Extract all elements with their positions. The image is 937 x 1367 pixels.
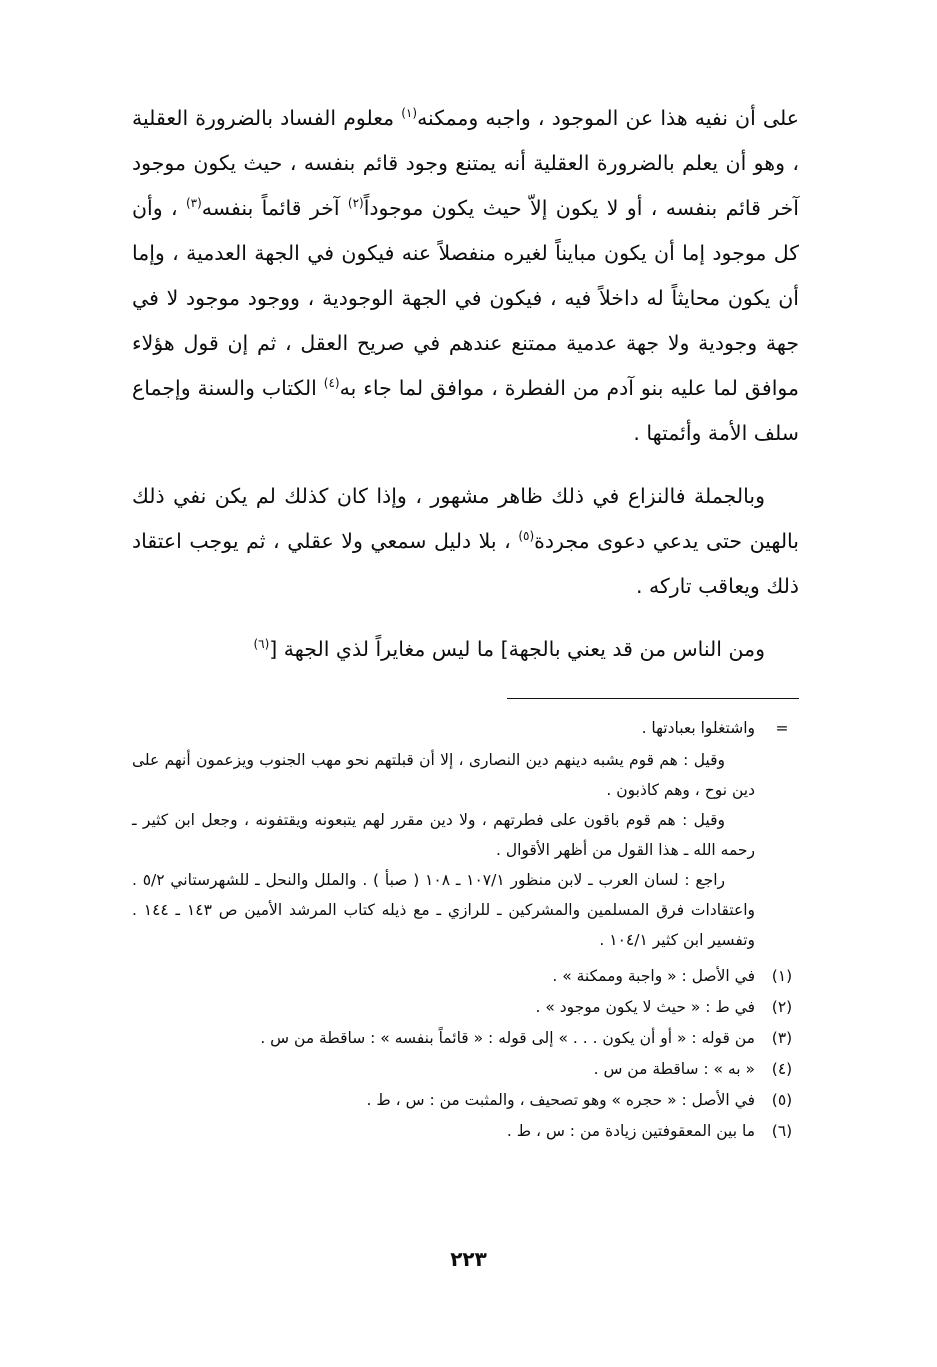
footnote-item-text: ما بين المعقوفتين زيادة من : س ، ط . [506, 1122, 755, 1140]
footnote-ref-marker: (٥) [518, 529, 535, 544]
footnote-item-text: في ط : « حيث لا يكون موجود » . [535, 998, 755, 1016]
footnote-item-marker: (٣) [771, 1029, 793, 1047]
body-text-block [132, 96, 799, 672]
footnote-item-marker: (٥) [771, 1091, 793, 1109]
footnotes-block [132, 713, 799, 1146]
footnote-item-marker: (١) [771, 967, 793, 985]
footnote-item-list [132, 961, 799, 1146]
footnote-item-text: « به » : ساقطة من س . [593, 1060, 755, 1078]
page-number: ٢٢٣ [450, 1247, 487, 1271]
footnote-paragraph-1: وقيل : هم قوم يشبه دينهم دين النصارى ، إلا أن قبلتهم نحو مهب الجنوب ويزعمون أنهم على دين نوح ، وهم كاذبون . [132, 751, 755, 799]
footnote-reference: راجع : لسان العرب ـ لابن منظور ١٠٧/١ ـ ١٠٨ ( صبأ ) . والملل والنحل ـ للشهرستاني ٥/٢ . واعتقادات فرق المسلمين والمشركين ـ للرازي ـ مع ذيله كتاب المرشد الأمين ص ١٤٣ ـ ١٤٤ . وتفسير ابن كثير ١٠٤/١ . [132, 871, 755, 949]
footnote-item [132, 1054, 799, 1084]
footnote-item-text: في الأصل : « واجبة وممكنة » . [552, 967, 755, 985]
footnote-ref-marker: (٦) [253, 637, 270, 652]
footnote-item [132, 1023, 799, 1053]
footnote-continuation-marker: = [775, 719, 789, 737]
paragraph-2: وبالجملة فالنزاع في ذلك ظاهر مشهور ، وإذا كان كذلك لم يكن نفي ذلك بالهين حتى يدعي دعوى مجردة$^{(٥)}$ ، بلا دليل سمعي ولا عقلي ، ثم يوجب اعتقاد ذلك ويعاقب تاركه . [132, 484, 800, 598]
footnote-item [132, 1085, 799, 1115]
paragraph-3: ومن الناس من قد يعني بالجهة] ما ليس مغايراً لذي الجهة [$^{(٦)}$ [253, 637, 765, 661]
footnote-item-marker: (٤) [771, 1060, 793, 1078]
footnote-ref-marker: (٣) [185, 196, 202, 211]
footnote-item [132, 992, 799, 1022]
footnote-continuation-text: واشتغلوا بعبادتها . [641, 719, 755, 737]
footnote-ref-marker: (٢) [347, 196, 364, 211]
footnote-separator [507, 698, 799, 699]
footnote-item [132, 961, 799, 991]
footnote-ref-marker: (٤) [323, 376, 340, 391]
footnote-item-text: من قوله : « أو أن يكون . . . » إلى قوله : « قائماً بنفسه » : ساقطة من س . [260, 1029, 755, 1047]
footnote-item [132, 1116, 799, 1146]
footnote-item-marker: (٦) [771, 1122, 793, 1140]
footnote-ref-marker: (١) [401, 106, 418, 121]
paragraph-1: على أن نفيه هذا عن الموجود ، واجبه وممكنه$^{(١)}$ معلوم الفساد بالضرورة العقلية ، وهو أن يعلم بالضرورة العقلية أنه يمتنع وجود قائم بنفسه ، حيث يكون موجود آخر قائم بنفسه ، أو لا يكون إلاّ حيث يكون موجوداً$^{(٢)}$ آخر قائماً بنفسه$^{(٣)}$ ، وأن كل موجود إما أن يكون مبايناً لغيره منفصلاً عنه فيكون في الجهة العدمية ، وإما أن يكون محايثاً له داخلاً فيه ، فيكون في الجهة الوجودية ، ووجود موجود لا في جهة وجودية ولا جهة عدمية ممتنع عندهم في صريح العقل ، ثم إن قول هؤلاء موافق لما عليه بنو آدم من الفطرة ، موافق لما جاء به$^{(٤)}$ الكتاب والسنة وإجماع سلف الأمة وأئمتها . [132, 106, 799, 445]
footnote-item-text: في الأصل : « حجره » وهو تصحيف ، والمثبت من : س ، ط . [366, 1091, 755, 1109]
footnote-continuation [132, 713, 799, 743]
footnote-item-marker: (٢) [771, 998, 793, 1016]
footnote-paragraph-2: وقيل : هم قوم باقون على فطرتهم ، ولا دين مقرر لهم يتبعونه ويقتفونه ، وجعل ابن كثير ـ رحمه الله ـ هذا القول من أظهر الأقوال . [132, 811, 755, 859]
